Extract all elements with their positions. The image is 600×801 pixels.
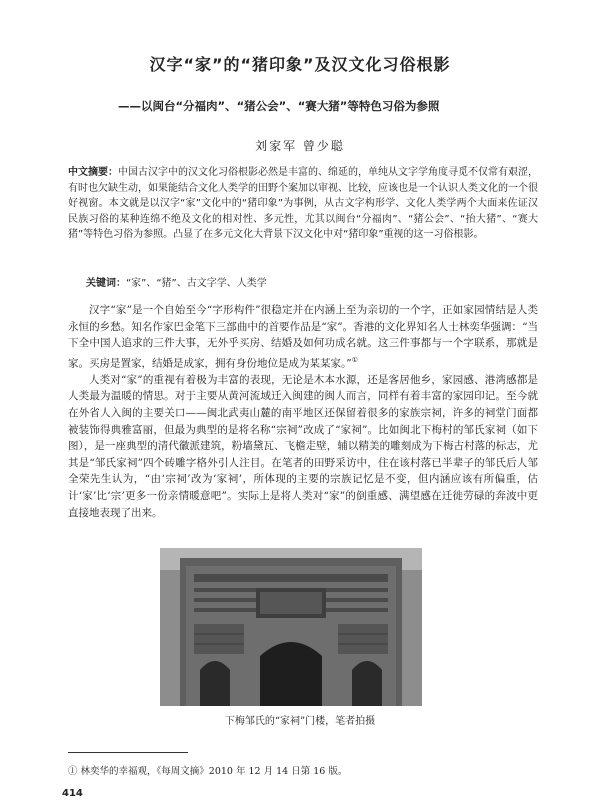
article-authors: 刘家军 曾少聪	[255, 139, 345, 153]
ancestral-hall-photo	[160, 548, 422, 706]
footnote: ① 林奕华的幸福观，《每周文摘》2010 年 12 月 14 日第 16 版。	[68, 766, 348, 777]
footnote-marker: ①	[351, 355, 358, 364]
body-text	[68, 302, 538, 521]
keywords-label: 关键词：	[86, 278, 126, 289]
figure-caption: 下梅邹氏的“家祠”门楼，笔者拍摄	[224, 716, 376, 727]
keywords	[86, 274, 538, 289]
footnote-divider	[68, 752, 188, 753]
gatehouse-illustration	[160, 548, 422, 706]
article-title: 汉字“家”的“猪印象”及汉文化习俗根影	[149, 55, 451, 74]
page-number: 414	[62, 788, 83, 799]
abstract	[68, 165, 538, 243]
abstract-label: 中文摘要：	[68, 167, 118, 178]
abstract-text: 中国古汉字中的汉文化习俗根影必然是丰富的、绵延的，单纯从文字学角度寻觅不仅常有艰涩，有时也欠缺生动，如果能结合文化人类学的田野个案加以审视、比较，应该也是一个认识人类文化的一个很好视窗。本文就是以汉字“家”文化中的“猪印象”为事例，从古文字构形学、文化人类学两个大面来佐证汉民族习俗的某种连绵不绝及文化的相对性、多元性，尤其以闽台“分福肉”、“猪公会”、“抬大猪”、“赛大猪”等特色习俗为参照。凸显了在多元文化大背景下汉文化中对“猪印象”重视的这一习俗根影。	[68, 167, 538, 240]
keywords-text: “家”、“猪”、古文字学、人类学	[126, 278, 267, 289]
body-paragraph: 人类对“家”的重视有着极为丰富的表现，无论是木本水源，还是客居他乡，家园感、港湾感都是人类最为温暖的情思。对于主要从黄河流域迁入闽建的闽人而言，同样有着丰富的家园印记。至今就在外省人入闽的主要关口——闽北武夷山麓的南平地区还保留着很多的家族宗祠，许多的祠堂门面都被装饰得典雅富丽，但最为典型的是将名称“宗祠”改成了“家祠”。比如闽北下梅村的邹氏家祠（如下图），是一座典型的清代徽派建筑，粉墙黛瓦、飞檐走壁，辅以精美的雕刻成为下梅古村落的标志，尤其是“邹氏家祠”四个砖雕字格外引人注目。在笔者的田野采访中，住在该村落已半辈子的邹氏后人邹全荣先生认为，“由‘宗祠’改为‘家祠’，所体现的主要的宗族记忆是不变，但内涵应该有所偏重，估计‘家’比‘宗’更多一份亲情暖意吧”。实际上是将人类对“家”的倒重感、满望感在迁徙劳碌的奔波中更直接地表现了出来。	[68, 373, 538, 519]
body-paragraph	[68, 302, 538, 372]
article-subtitle: ——以闽台“分福肉”、“猪公会”、“赛大猪”等特色习俗为参照	[118, 99, 440, 113]
body-paragraph-1-text: 汉字“家”是一个自始至今“字形构件”很稳定并在内涵上至为亲切的一个字，正如家园情结是人类永恒的乡愁。知名作家巴金笔下三部曲中的首要作品是“家”。香港的文化界知名人士林奕华强调：“当下全中国人追求的三件大事，无外乎买房、结婚及如何功成名就。这三件事都与一个字联系，那就是家。买房是置家，结婚是成家，拥有身份地位是成为某某家。”	[68, 304, 538, 370]
